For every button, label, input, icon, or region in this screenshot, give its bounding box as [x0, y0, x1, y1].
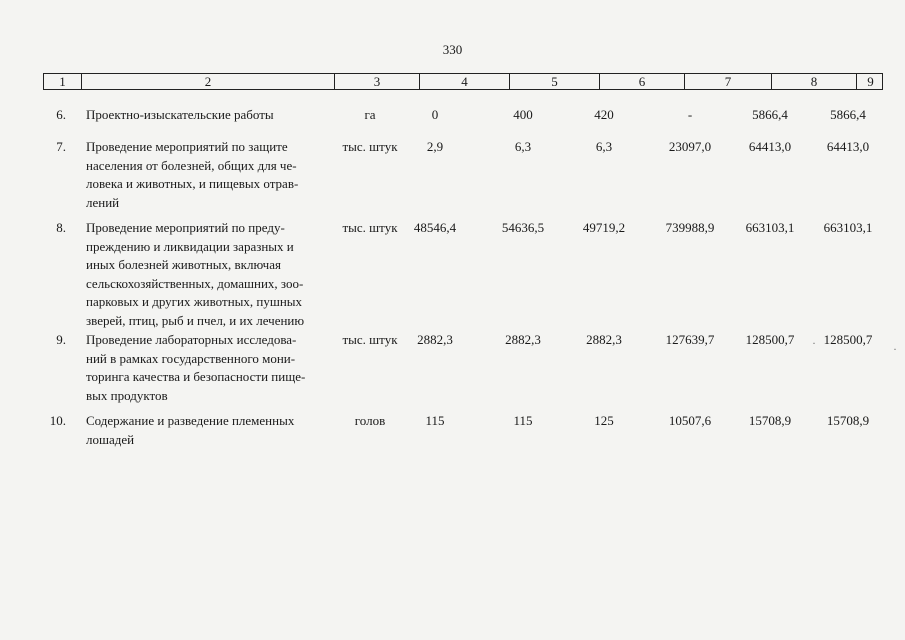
scan-speck: ·: [893, 342, 897, 356]
cell-col4: 115: [425, 413, 445, 428]
cell-col7: 739988,9: [665, 220, 715, 235]
row-unit: тыс. штук: [342, 220, 398, 235]
cell-col5: 6,3: [514, 139, 532, 154]
column-header-8: 8: [771, 74, 856, 89]
cell-col4: 0: [431, 107, 439, 122]
cell-col9: 15708,9: [826, 413, 870, 428]
cell-col8: 663103,1: [745, 220, 795, 235]
cell-col9: 5866,4: [830, 107, 866, 122]
cell-col9: 663103,1: [823, 220, 873, 235]
row-description: Проведение лабораторных исследова- ний в рамках государственного мони- торинга качества и безопасности пище- вых продуктов: [86, 332, 306, 403]
cell-col7: 127639,7: [665, 332, 715, 347]
cell-col5: 400: [513, 107, 533, 122]
cell-col4: 2882,3: [417, 332, 453, 347]
cell-col9: 128500,7: [823, 332, 873, 347]
column-header-7: 7: [684, 74, 771, 89]
cell-col4: 48546,4: [413, 220, 457, 235]
row-description: Проектно-изыскательские работы: [86, 107, 274, 122]
column-header-9: 9: [856, 74, 884, 89]
cell-col8: 64413,0: [748, 139, 792, 154]
column-header-2: 2: [81, 74, 334, 89]
cell-col9: 64413,0: [826, 139, 870, 154]
column-header-3: 3: [334, 74, 419, 89]
row-description: Проведение мероприятий по защите населения от болезней, общих для че- ловека и животных, и пищевых отрав- лений: [86, 139, 299, 210]
cell-col6: 125: [594, 413, 614, 428]
page-number: 330: [442, 42, 463, 57]
cell-col5: 115: [513, 413, 533, 428]
cell-col7: 23097,0: [668, 139, 712, 154]
cell-col6: 2882,3: [586, 332, 622, 347]
row-unit: га: [364, 107, 376, 122]
cell-col7: 10507,6: [668, 413, 712, 428]
column-header-5: 5: [509, 74, 599, 89]
cell-col4: 2,9: [426, 139, 444, 154]
column-header-4: 4: [419, 74, 509, 89]
row-unit: тыс. штук: [342, 139, 398, 154]
row-unit: тыс. штук: [342, 332, 398, 347]
table-header-row: [43, 73, 883, 90]
row-index: 10.: [49, 413, 66, 428]
scan-speck: ·: [812, 336, 816, 350]
cell-col5: 2882,3: [505, 332, 541, 347]
row-index: 6.: [56, 107, 66, 122]
row-index: 7.: [56, 139, 66, 154]
cell-col8: 15708,9: [748, 413, 792, 428]
row-description: Проведение мероприятий по преду- преждению и ликвидации заразных и иных болезней животных, включая сельскохозяйственных, домашних, зоо- парковых и других животных, пушных зверей, птиц, рыб и пчел, и их лечению: [86, 220, 305, 328]
cell-col6: 6,3: [595, 139, 613, 154]
cell-col7: -: [687, 107, 693, 122]
row-description: Содержание и разведение племенных лошадей: [86, 413, 295, 447]
cell-col6: 420: [594, 107, 614, 122]
cell-col8: 5866,4: [752, 107, 788, 122]
row-unit: голов: [354, 413, 386, 428]
cell-col5: 54636,5: [501, 220, 545, 235]
cell-col6: 49719,2: [582, 220, 626, 235]
column-header-6: 6: [599, 74, 684, 89]
row-index: 8.: [56, 220, 66, 235]
column-header-1: 1: [59, 74, 66, 89]
cell-col8: 128500,7: [745, 332, 795, 347]
row-index: 9.: [56, 332, 66, 347]
